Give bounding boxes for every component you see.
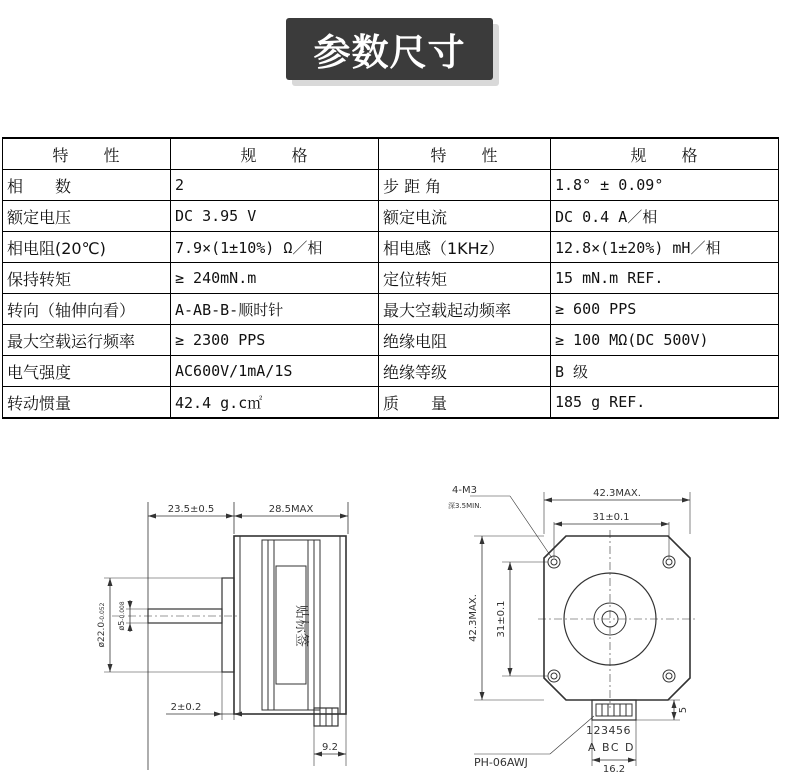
feature-label: 转动惯量	[3, 387, 171, 419]
dim-arrow	[108, 664, 113, 672]
feature-label: 相电感（1KHz）	[379, 232, 551, 263]
spec-value: 7.9×(1±10%) Ω／相	[171, 232, 379, 263]
feature-label: 额定电流	[379, 201, 551, 232]
front-view-drawing	[410, 470, 785, 784]
feature-label: 相 数	[3, 170, 171, 201]
dim-connector-offset-label: 5	[678, 706, 689, 714]
spec-value: DC 0.4 A／相	[551, 201, 779, 232]
dim-pitch-v-label: 31±0.1	[496, 600, 507, 638]
mount-hole	[548, 670, 560, 682]
header-feature-1: 特 性	[3, 138, 171, 170]
feature-label: 转向（轴伸向看）	[3, 294, 171, 325]
feature-label: 绝缘电阻	[379, 325, 551, 356]
spec-value: 15 mN.m REF.	[551, 263, 779, 294]
spec-value: 12.8×(1±20%) mH／相	[551, 232, 779, 263]
dim-boss-dia-value: ø22.0	[97, 621, 107, 648]
mount-hole	[663, 670, 675, 682]
table-row	[3, 387, 779, 419]
dim-boss-dia-tol: -0.052	[99, 602, 106, 622]
dim-width-label: 42.3MAX.	[593, 488, 641, 499]
feature-label: 相电阻(20℃)	[3, 232, 171, 263]
dim-arrow	[128, 601, 133, 609]
dim-arrow	[480, 536, 485, 544]
feature-label: 额定电压	[3, 201, 171, 232]
spec-value: 185 g REF.	[551, 387, 779, 419]
dim-height-label: 42.3MAX.	[468, 594, 479, 642]
dim-arrow	[128, 623, 133, 631]
header-spec-1: 规 格	[171, 138, 379, 170]
dim-arrow	[148, 514, 156, 519]
dim-body-length-label: 28.5MAX	[268, 504, 314, 515]
feature-label: 最大空载运行频率	[3, 325, 171, 356]
dim-holes-label: 4-M3	[452, 485, 477, 496]
motor-face	[544, 536, 690, 700]
spec-value: ≥ 600 PPS	[551, 294, 779, 325]
dim-arrow	[234, 514, 242, 519]
page-title: 参数尺寸	[286, 18, 493, 80]
table-row	[3, 263, 779, 294]
dim-arrow	[214, 712, 222, 717]
dim-arrow	[508, 562, 513, 570]
table-row	[3, 232, 779, 263]
mount-hole-inner	[551, 673, 557, 679]
spec-value: B 级	[551, 356, 779, 387]
feature-label: 保持转矩	[3, 263, 171, 294]
feature-label: 质 量	[379, 387, 551, 419]
mount-hole-inner	[666, 673, 672, 679]
dim-arrow	[338, 752, 346, 757]
dim-arrow	[314, 752, 322, 757]
feature-label: 最大空载起动频率	[379, 294, 551, 325]
leader-line	[510, 496, 552, 558]
table-row	[3, 325, 779, 356]
spec-value: DC 3.95 V	[171, 201, 379, 232]
dim-arrow	[672, 712, 677, 720]
dim-arrow	[592, 758, 600, 763]
dim-arrow	[508, 668, 513, 676]
dim-arrow	[234, 712, 242, 717]
motor-body	[234, 536, 346, 714]
dim-boss-height-label: 2±0.2	[170, 702, 202, 713]
spec-value: A-AB-B-顺时针	[171, 294, 379, 325]
header-feature-2: 特 性	[379, 138, 551, 170]
spec-value: ≥ 2300 PPS	[171, 325, 379, 356]
side-view-drawing	[0, 470, 400, 784]
dim-arrow	[108, 578, 113, 586]
header-spec-2: 规 格	[551, 138, 779, 170]
connector-model-label: PH-06AWJ	[474, 756, 528, 769]
sticker-label: 贴标签	[293, 605, 309, 647]
dim-arrow	[672, 700, 677, 708]
mount-hole-inner	[551, 559, 557, 565]
dim-arrow	[682, 498, 690, 503]
dim-arrow	[661, 522, 669, 527]
feature-label: 电气强度	[3, 356, 171, 387]
table-row	[3, 170, 779, 201]
table-row	[3, 356, 779, 387]
dim-arrow	[226, 514, 234, 519]
spec-table	[2, 137, 779, 419]
spec-value: ≥ 100 MΩ(DC 500V)	[551, 325, 779, 356]
connector-pin-numbers: 123456	[586, 724, 631, 737]
dim-pitch-h-label: 31±0.1	[592, 512, 630, 523]
table-row	[3, 201, 779, 232]
spec-value: 2	[171, 170, 379, 201]
dim-arrow	[544, 498, 552, 503]
mount-hole-inner	[666, 559, 672, 565]
dim-hole-depth-label: 深3.5MIN.	[448, 502, 482, 510]
dim-shaft-length-label: 23.5±0.5	[167, 504, 215, 515]
dim-connector-label: 9.2	[322, 742, 338, 753]
dim-boss-dia-label	[97, 602, 107, 647]
connector-pin-labels: A BC D	[588, 741, 636, 754]
dim-arrow	[628, 758, 636, 763]
table-header-row	[3, 138, 779, 170]
motor-boss	[222, 578, 234, 672]
dim-shaft-dia-value: ø5	[117, 620, 126, 631]
feature-label: 绝缘等级	[379, 356, 551, 387]
dim-connector-width-label: 16.2	[602, 764, 626, 775]
feature-label: 定位转矩	[379, 263, 551, 294]
spec-value: ≥ 240mN.m	[171, 263, 379, 294]
table-row	[3, 294, 779, 325]
spec-value: 1.8° ± 0.09°	[551, 170, 779, 201]
dim-shaft-dia-tol: -0.008	[119, 601, 126, 621]
spec-value: 42.4 g.c㎡	[171, 387, 379, 419]
dim-arrow	[340, 514, 348, 519]
spec-value: AC600V/1mA/1S	[171, 356, 379, 387]
dim-arrow	[554, 522, 562, 527]
dim-shaft-dia-label	[117, 601, 126, 631]
title-banner	[0, 0, 785, 100]
dim-arrow	[480, 692, 485, 700]
feature-label: 步 距 角	[379, 170, 551, 201]
